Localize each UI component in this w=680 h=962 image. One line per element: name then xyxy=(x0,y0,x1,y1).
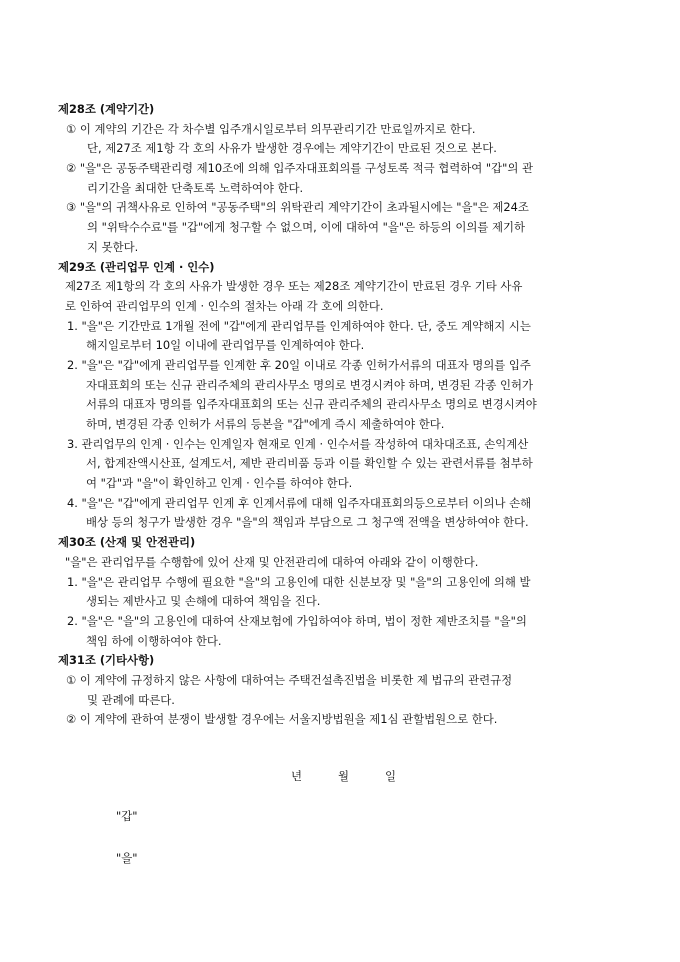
article-28-line: 리기간을 최대한 단축토록 노력하여야 한다. xyxy=(87,180,304,195)
article-31-line: ① 이 계약에 규정하지 않은 사항에 대하여는 주택건설촉진법을 비롯한 제 법규의 관련규정 xyxy=(66,672,513,687)
article-29-line: 여 "갑"과 "을"이 확인하고 인계 · 인수를 하여야 한다. xyxy=(86,476,353,491)
article-28-line: 지 못한다. xyxy=(87,239,139,254)
article-31-line: ② 이 계약에 관하여 분쟁이 발생할 경우에는 서울지방법원을 제1심 관할법원으로 한다. xyxy=(66,712,498,727)
article-29-line: 서, 합계잔액시산표, 설계도서, 제반 관리비품 등과 이를 확인할 수 있는 관련서류를 첨부하 xyxy=(86,456,533,471)
article-29-line: 해지일로부터 10일 이내에 관리업무를 인계하여야 한다. xyxy=(86,338,365,353)
date-month-label: 월 xyxy=(338,769,350,783)
signature-party-b: "을" xyxy=(116,851,138,865)
article-30-line: 1. "을"은 관리업무 수행에 필요한 "을"의 고용인에 대한 신분보장 및 "을"의 고용인에 의해 발 xyxy=(67,574,531,589)
article-28-line: ① 이 계약의 기간은 각 차수별 입주개시일로부터 의무관리기간 만료일까지로 한다. xyxy=(66,121,476,136)
article-29-title: 제29조 (관리업무 인계 · 인수) xyxy=(58,259,215,274)
article-31-title: 제31조 (기타사항) xyxy=(58,653,155,668)
article-29-line: 2. "을"은 "갑"에게 관리업무를 인계한 후 20일 이내로 각종 인허가서류의 대표자 명의를 입주 xyxy=(67,357,531,372)
article-28-line: 단, 제27조 제1항 각 호의 사유가 발생한 경우에는 계약기간이 만료된 것으로 본다. xyxy=(87,141,497,156)
date-day-label: 일 xyxy=(385,769,397,783)
article-30-title: 제30조 (산재 및 안전관리) xyxy=(58,535,196,550)
article-29-line: 자대표회의 또는 신규 관리주체의 관리사무소 명의로 변경시켜야 하며, 변경된 각종 인허가 xyxy=(86,377,533,392)
article-30-line: 2. "을"은 "을"의 고용인에 대하여 산재보험에 가입하여야 하며, 법이 정한 제반조치를 "을"의 xyxy=(67,613,527,628)
article-29-line: 1. "을"은 기간만료 1개월 전에 "갑"에게 관리업무를 인계하여야 한다. 단, 중도 계약해지 시는 xyxy=(67,318,531,333)
article-28-line: 의 "위탁수수료"를 "갑"에게 청구할 수 없으며, 이에 대하여 "을"은 하등의 이의를 제기하 xyxy=(87,220,525,235)
article-30-line: "을"은 관리업무를 수행함에 있어 산재 및 안전관리에 대하여 아래와 같이 이행한다. xyxy=(65,554,479,569)
article-29-line: 배상 등의 청구가 발생한 경우 "을"의 책임과 부담으로 그 청구액 전액을 변상하여야 한다. xyxy=(86,515,529,530)
article-29-line: 서류의 대표자 명의를 입주자대표회의 또는 신규 관리주체의 관리사무소 명의로 변경시켜야 xyxy=(86,397,537,412)
contract-document xyxy=(58,100,626,730)
date-year-label: 년 xyxy=(291,769,303,783)
article-30-line: 생되는 제반사고 및 손해에 대하여 책임을 진다. xyxy=(86,594,321,609)
article-30-line: 책임 하에 이행하여야 한다. xyxy=(86,633,222,648)
signature-party-a: "갑" xyxy=(116,809,138,823)
article-31-line: 및 관례에 따른다. xyxy=(87,692,175,707)
article-29-line: 하며, 변경된 각종 인허가 서류의 등본을 "갑"에게 즉시 제출하여야 한다. xyxy=(86,417,445,431)
article-28-line: ③ "을"의 귀책사유로 인하여 "공동주택"의 위탁관리 계약기간이 초과될시에는 "을"은 제24조 xyxy=(66,200,529,215)
article-29-line: 로 인하여 관리업무의 인계 · 인수의 절차는 아래 각 호에 의한다. xyxy=(65,298,384,313)
article-29-line: 3. 관리업무의 인계 · 인수는 인계일자 현재로 인계 · 인수서를 작성하여 대차대조표, 손익계산 xyxy=(67,436,529,451)
article-29-line: 4. "을"은 "갑"에게 관리업무 인계 후 인계서류에 대해 입주자대표회의등으로부터 이의나 손해 xyxy=(67,495,532,510)
article-28-line: ② "을"은 공동주택관리령 제10조에 의해 입주자대표회의를 구성토록 적극 협력하여 "갑"의 관 xyxy=(66,161,533,176)
article-28-title: 제28조 (계약기간) xyxy=(58,102,155,116)
article-29-line: 제27조 제1항의 각 호의 사유가 발생한 경우 또는 제28조 계약기간이 만료된 경우 기타 사유 xyxy=(65,279,523,294)
